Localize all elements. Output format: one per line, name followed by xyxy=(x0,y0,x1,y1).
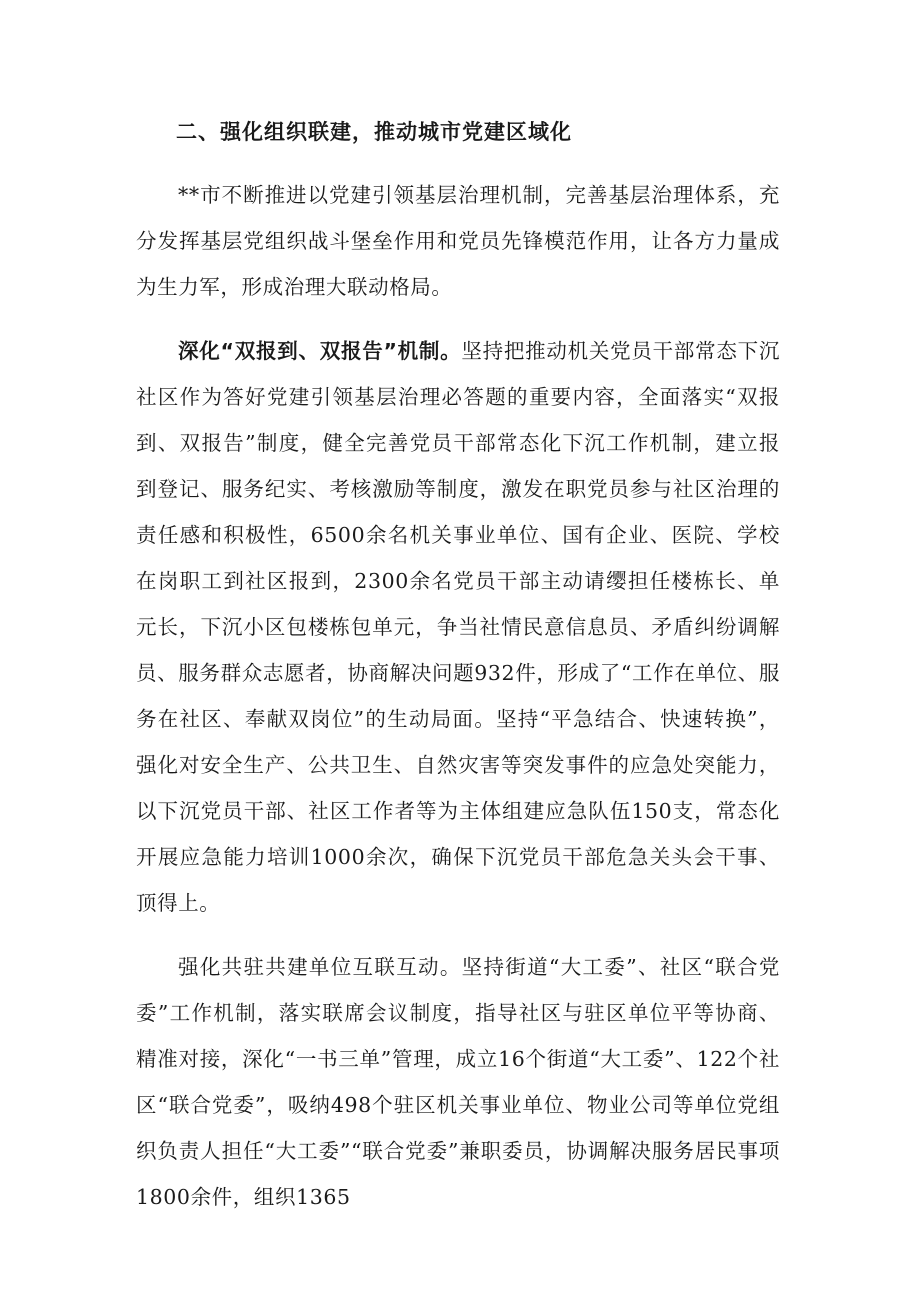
double-report-paragraph xyxy=(136,328,780,926)
section-heading: 二、强化组织联建，推动城市党建区域化 xyxy=(176,120,572,144)
co-building-paragraph: 强化共驻共建单位互联互动。坚持街道“大工委”、社区“联合党委”工作机制，落实联席会议制度，指导社区与驻区单位平等协商、精准对接，深化“一书三单”管理，成立16个街道“大工委”、122个社区“联合党委”，吸纳498个驻区机关事业单位、物业公司等单位党组织负责人担任“大工委”“联合党委”兼职委员，协调解决服务居民事项1800余件，组织1365 xyxy=(136,955,780,1209)
intro-paragraph: **市不断推进以党建引领基层治理机制，完善基层治理体系，充分发挥基层党组织战斗堡垒作用和党员先锋模范作用，让各方力量成为生力军，形成治理大联动格局。 xyxy=(136,183,780,299)
double-report-lead: 深化“双报到、双报告”机制。 xyxy=(178,339,462,363)
double-report-body: 坚持把推动机关党员干部常态下沉社区作为答好党建引领基层治理必答题的重要内容，全面落实“双报到、双报告”制度，健全完善党员干部常态化下沉工作机制，建立报到登记、服务纪实、考核激励等制度，激发在职党员参与社区治理的责任感和积极性，6500余名机关事业单位、国有企业、医院、学校在岗职工到社区报到，2300余名党员干部主动请缨担任楼栋长、单元长，下沉小区包楼栋包单元，争当社情民意信息员、矛盾纠纷调解员、服务群众志愿者，协商解决问题932件，形成了“工作在单位、服务在社区、奉献双岗位”的生动局面。坚持“平急结合、快速转换”，强化对安全生产、公共卫生、自然灾害等突发事件的应急处突能力，以下沉党员干部、社区工作者等为主体组建应急队伍150支，常态化开展应急能力培训1000余次，确保下沉党员干部危急关头会干事、顶得上。 xyxy=(136,339,780,915)
